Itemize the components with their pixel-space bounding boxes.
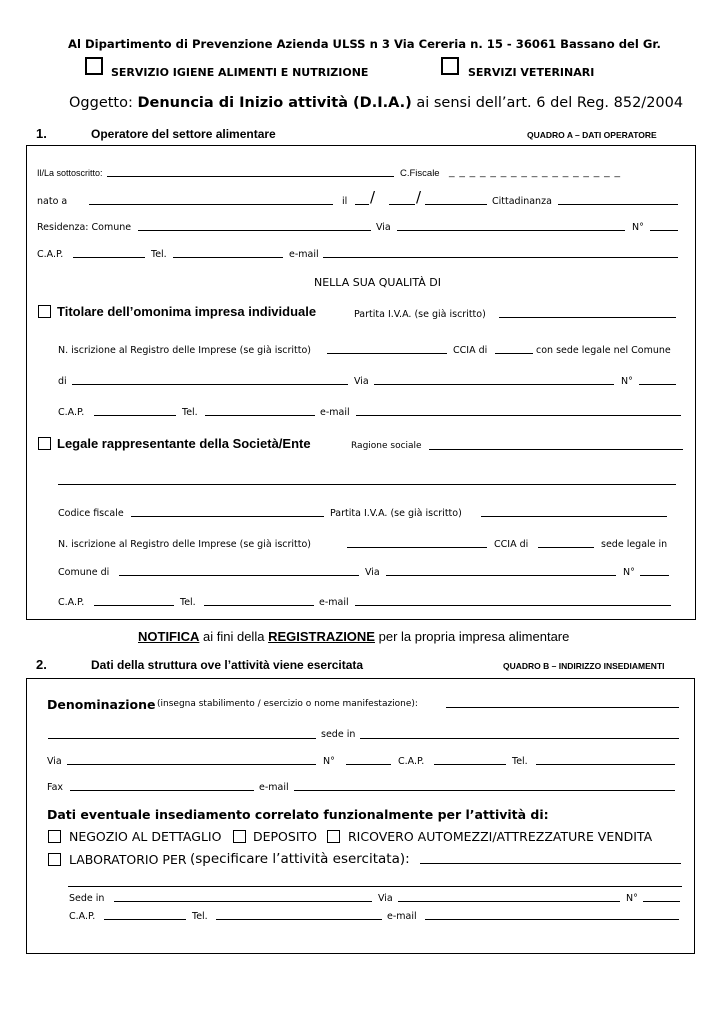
legale-email-field[interactable] [355, 595, 671, 606]
titolare-ccia-field[interactable] [495, 343, 533, 354]
tel-label: Tel. [151, 249, 167, 260]
titolare-cap-field[interactable] [94, 405, 176, 416]
section1-title: Operatore del settore alimentare [91, 127, 276, 141]
email-field[interactable] [323, 247, 678, 258]
titolare-piva-field[interactable] [499, 307, 676, 318]
insediamento-sede-field[interactable] [114, 891, 372, 902]
laboratorio-note: (specificare l’attività esercitata): [190, 851, 410, 867]
tel-field[interactable] [173, 247, 283, 258]
registrazione-word: REGISTRAZIONE [268, 629, 375, 644]
titolare-di-label: di [58, 376, 67, 387]
sede-in-field[interactable] [360, 728, 679, 739]
titolare-email-field[interactable] [356, 405, 681, 416]
notifica-line [138, 629, 569, 644]
legale-via-label: Via [365, 567, 380, 578]
residenza-via-label: Via [376, 222, 391, 233]
titolare-label: Titolare dell’omonima impresa individuale [57, 304, 317, 319]
date-day-field[interactable] [355, 194, 369, 205]
titolare-piva-label: Partita I.V.A. (se già iscritto) [354, 309, 486, 320]
sottoscritto-field[interactable] [107, 166, 394, 177]
oggetto-main: Denuncia di Inizio attività (D.I.A.) [137, 95, 412, 111]
residenza-via-field[interactable] [397, 220, 625, 231]
struttura-tel-label: Tel. [512, 756, 528, 767]
struttura-email-label: e-mail [259, 782, 289, 793]
insediamento-numero-field[interactable] [643, 891, 680, 902]
section2-number: 2. [36, 657, 47, 672]
section1-number: 1. [36, 126, 47, 141]
titolare-tel-field[interactable] [205, 405, 315, 416]
legale-numero-field[interactable] [640, 565, 669, 576]
legale-comune-label: Comune di [58, 567, 110, 578]
residenza-label: Residenza: Comune [37, 222, 132, 233]
titolare-numero-label: N° [621, 376, 633, 387]
legale-email-label: e-mail [319, 597, 349, 608]
legale-piva-field[interactable] [481, 506, 667, 517]
denominazione-note: (insegna stabilimento / esercizio o nome manifestazione): [157, 699, 418, 709]
struttura-tel-field[interactable] [536, 754, 675, 765]
titolare-ccia-label: CCIA di [453, 345, 488, 356]
deposito-checkbox[interactable] [233, 830, 246, 843]
insediamento-cap-label: C.A.P. [69, 911, 96, 922]
legale-tel-field[interactable] [204, 595, 314, 606]
titolare-registro-label: N. iscrizione al Registro delle Imprese (se già iscritto) [58, 345, 312, 356]
struttura-fax-label: Fax [47, 782, 64, 793]
legale-codice-field[interactable] [131, 506, 324, 517]
struttura-via-field[interactable] [67, 754, 316, 765]
titolare-tel-label: Tel. [182, 407, 198, 418]
cap-label: C.A.P. [37, 249, 64, 260]
nato-label: nato a [37, 196, 68, 207]
section1-quadro: QUADRO A – DATI OPERATORE [527, 130, 657, 140]
oggetto-rest: ai sensi dell’art. 6 del Reg. 852/2004 [416, 95, 684, 111]
struttura-fax-field[interactable] [70, 780, 254, 791]
sede-in-label: sede in [321, 729, 356, 740]
ricovero-label: RICOVERO AUTOMEZZI/ATTREZZATURE VENDITA [348, 829, 653, 844]
legale-registro-field[interactable] [347, 537, 487, 548]
email-label: e-mail [289, 249, 319, 260]
insediamento-email-field[interactable] [425, 909, 679, 920]
cfiscale-label: C.Fiscale [400, 168, 440, 179]
legale-cap-field[interactable] [94, 595, 174, 606]
insediamento-cap-field[interactable] [104, 909, 186, 920]
legale-registro-label: N. iscrizione al Registro delle Imprese (se già iscritto) [58, 539, 312, 550]
struttura-numero-field[interactable] [346, 754, 391, 765]
notifica-word: NOTIFICA [138, 629, 200, 644]
denominazione-field-2[interactable] [48, 728, 316, 739]
insediamento-tel-label: Tel. [192, 911, 208, 922]
legale-numero-label: N° [623, 567, 635, 578]
denominazione-field[interactable] [446, 697, 679, 708]
section2-quadro: QUADRO B – INDIRIZZO INSEDIAMENTI [503, 661, 665, 671]
struttura-cap-label: C.A.P. [398, 756, 425, 767]
legale-sede-label: sede legale in [601, 539, 668, 550]
cittadinanza-label: Cittadinanza [492, 196, 552, 207]
struttura-cap-field[interactable] [434, 754, 506, 765]
legale-comune-field[interactable] [119, 565, 359, 576]
notifica-text-2: per la propria impresa alimentare [378, 629, 570, 644]
notifica-text-1: ai fini della [203, 629, 265, 644]
legale-ccia-label: CCIA di [494, 539, 529, 550]
section2-title: Dati della struttura ove l’attività viene esercitata [91, 658, 364, 672]
service2-checkbox[interactable] [441, 57, 459, 75]
insediamento-tel-field[interactable] [216, 909, 382, 920]
service2-label: SERVIZI VETERINARI [468, 66, 595, 79]
sottoscritto-label: Il/La sottoscritto: [37, 168, 103, 178]
service1-checkbox[interactable] [85, 57, 103, 75]
titolare-via-label: Via [354, 376, 369, 387]
cfiscale-field[interactable]: _ _ _ _ _ _ _ _ _ _ _ _ _ _ _ _ _ [449, 167, 621, 178]
struttura-email-field[interactable] [294, 780, 675, 791]
negozio-checkbox[interactable] [48, 830, 61, 843]
date-month-field[interactable] [389, 194, 415, 205]
legale-piva-label: Partita I.V.A. (se già iscritto) [330, 508, 462, 519]
il-label: il [342, 196, 348, 207]
nato-field[interactable] [89, 194, 333, 205]
insediamento-via-field[interactable] [398, 891, 620, 902]
titolare-numero-field[interactable] [639, 374, 676, 385]
titolare-cap-label: C.A.P. [58, 407, 85, 418]
negozio-label: NEGOZIO AL DETTAGLIO [69, 829, 222, 844]
laboratorio-label: LABORATORIO PER [69, 852, 187, 867]
residenza-numero-label: N° [632, 222, 644, 233]
titolare-via-field[interactable] [374, 374, 614, 385]
titolare-registro-field[interactable] [327, 343, 447, 354]
residenza-comune-field[interactable] [138, 220, 371, 231]
legale-tel-label: Tel. [180, 597, 196, 608]
denominazione-label: Denominazione [47, 697, 156, 712]
ricovero-checkbox[interactable] [327, 830, 340, 843]
laboratorio-field-2[interactable] [68, 876, 682, 887]
date-slash-1: / [370, 188, 376, 206]
titolare-comune-field[interactable] [72, 374, 348, 385]
header-address: Al Dipartimento di Prevenzione Azienda ULSS n 3 Via Cereria n. 15 - 36061 Bassano del Gr. [68, 37, 661, 51]
titolare-sede-label: con sede legale nel Comune [536, 345, 671, 356]
oggetto-label: Oggetto: [69, 95, 133, 111]
legale-cap-label: C.A.P. [58, 597, 85, 608]
laboratorio-checkbox[interactable] [48, 853, 61, 866]
date-year-field[interactable] [425, 194, 487, 205]
eventuale-heading: Dati eventuale insediamento correlato funzionalmente per l’attività di: [47, 807, 549, 822]
titolare-checkbox[interactable] [38, 305, 51, 318]
legale-codice-label: Codice fiscale [58, 508, 124, 519]
cap-field[interactable] [73, 247, 145, 258]
legale-via-field[interactable] [386, 565, 616, 576]
insediamento-sede-label: Sede in [69, 893, 105, 904]
deposito-label: DEPOSITO [253, 829, 317, 844]
legale-ragione-field-2[interactable] [58, 474, 676, 485]
struttura-numero-label: N° [323, 756, 335, 767]
insediamento-numero-label: N° [626, 893, 638, 904]
legale-label: Legale rappresentante della Società/Ente [57, 436, 311, 451]
struttura-via-label: Via [47, 756, 62, 767]
legale-ragione-label: Ragione sociale [351, 441, 422, 451]
laboratorio-field[interactable] [420, 853, 681, 864]
insediamento-via-label: Via [378, 893, 393, 904]
legale-ccia-field[interactable] [538, 537, 594, 548]
insediamento-email-label: e-mail [387, 911, 417, 922]
service1-label: SERVIZIO IGIENE ALIMENTI E NUTRIZIONE [111, 66, 369, 79]
legale-checkbox[interactable] [38, 437, 51, 450]
qualita-heading: NELLA SUA QUALITÀ DI [314, 276, 441, 289]
oggetto-line [69, 95, 683, 111]
legale-ragione-field[interactable] [429, 439, 683, 450]
residenza-numero-field[interactable] [650, 220, 678, 231]
date-slash-2: / [416, 188, 422, 206]
titolare-email-label: e-mail [320, 407, 350, 418]
cittadinanza-field[interactable] [558, 194, 678, 205]
